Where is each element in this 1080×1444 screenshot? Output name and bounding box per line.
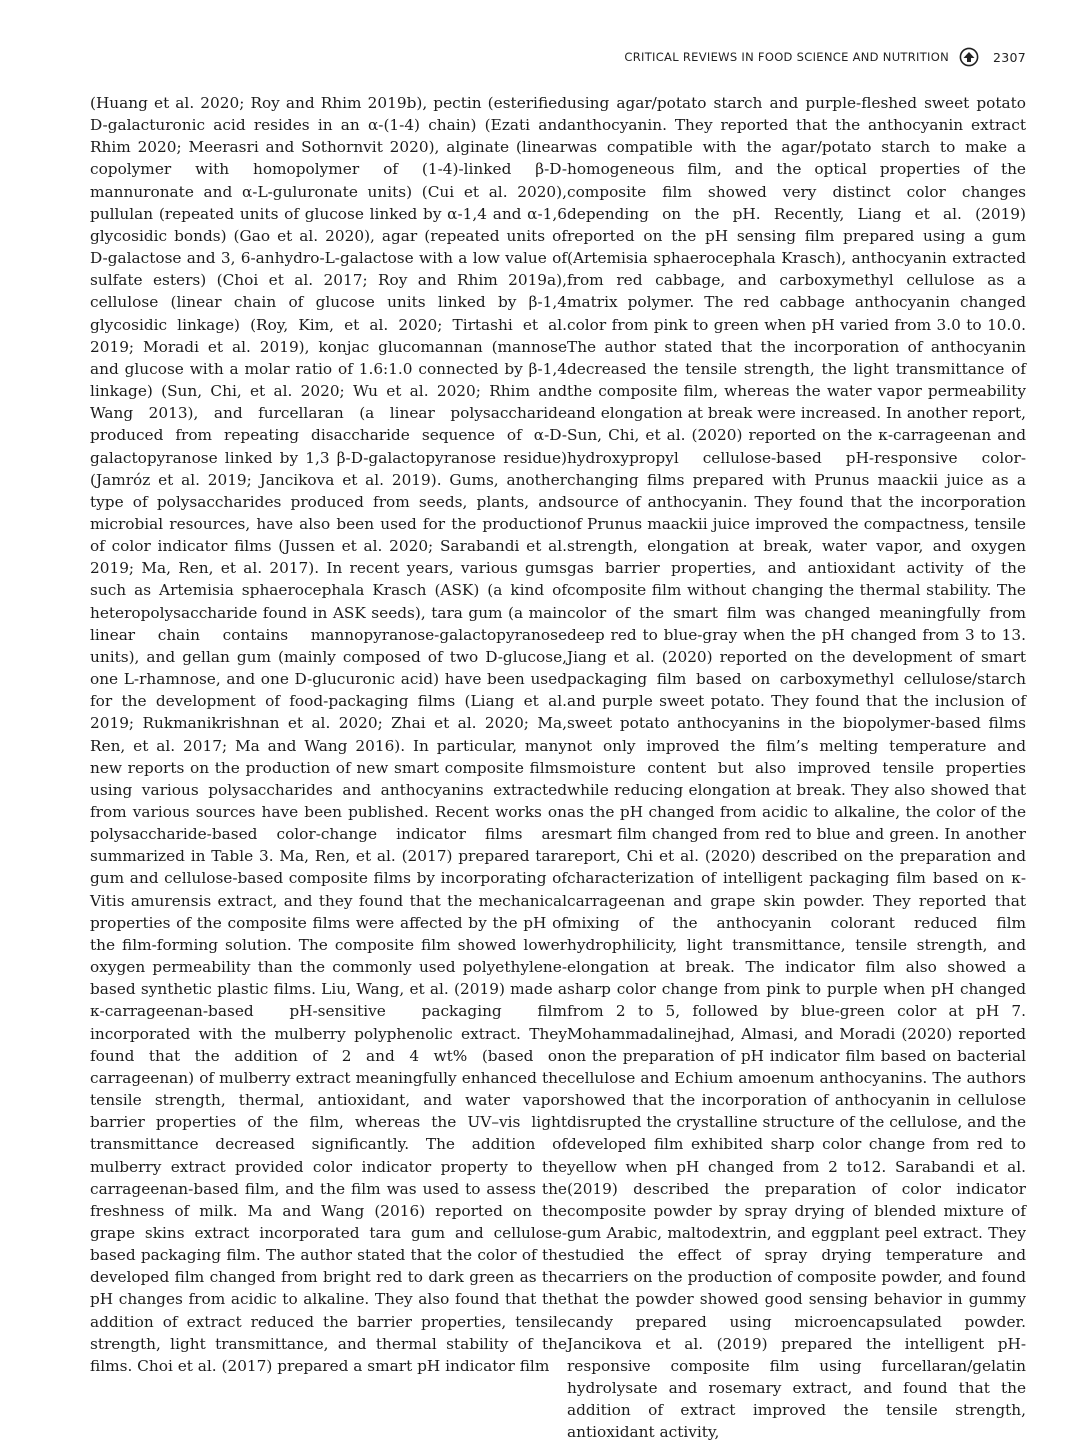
right-column-text: using agar/potato starch and purple-fleshed sweet potato anthocyanin. They reported that the anthocyanin extract was compatible with the agar/potato starch to make a homogeneous film, and the optical properties of the composite film showed very distinct color changes depending on the pH. Recently, Liang et al. (2019) reported on the pH sensing film prepared using a gum (Artemisia sphaerocephala Krasch), anthocyanin extracted from red cabbage, and carboxymethyl cellulose as a matrix polymer. The red cabbage anthocyanin changed color from pink to green when pH varied from 3.0 to 10.0. The author stated that the incorporation of anthocyanin decreased the tensile strength, the light transmittance of the composite film, whereas the water vapor permeability and elongation at break were increased. In another report, Sun, Chi, et al. (2020) reported on the κ-carrageenan and hydroxypropyl cellulose-based pH-responsive color-changing films prepared with Prunus maackii juice as a source of anthocyanin. They found that the incorporation of Prunus maackii juice improved the compactness, tensile strength, elongation at break, water vapor, and oxygen gas barrier properties, and antioxidant activity of the composite film without changing the thermal stability. The color of the smart film was changed meaningfully from deep red to blue-gray when the pH changed from 3 to 13. Jiang et al. (2020) reported on the development of smart packaging film based on carboxymethyl cellulose/starch and purple sweet potato. They found that the inclusion of sweet potato anthocyanins in the biopolymer-based films not only improved the film’s melting temperature and moisture content but also improved tensile properties while reducing elongation at break. They also showed that as the pH changed from acidic to alkaline, the color of the smart film changed from red to blue and green. In another report, Chi et al. (2020) described on the preparation and characterization of intelligent packaging film based on κ-carrageenan and grape skin powder. They reported that mixing of the anthocyanin colorant reduced film hydrophilicity, light transmittance, tensile strength, and elongation at break. The indicator film also showed a sharp color change from pink to purple when pH changed from 2 to 5, followed by blue-green color at pH 7. Mohammadalinejhad, Almasi, and Moradi (2020) reported on the preparation of pH indicator film based on bacterial cellulose and Echium amoenum anthocyanins. The authors showed that the incorporation of anthocyanin in cellulose disrupted the crystalline structure of the cellulose, and the developed film exhibited sharp color change from red to yellow when pH changed from 2 to12. Sarabandi et al. (2019) described the preparation of color indicator composite powder by spray drying of blended mixture of gum Arabic, maltodextrin, and eggplant peel extract. They studied the effect of spray drying temperature and carriers on the production of composite powder, and found that the powder showed good sensing behavior in gummy candy prepared using microencapsulated powder. Jancikova et al. (2019) prepared the intelligent pH-responsive composite film using furcellaran/gelatin hydrolysate and rosemary extract, and found that the addition of extract improved the tensile strength, antioxidant activity, bbox=[567, 94, 1026, 1442]
journal-title: CRITICAL REVIEWS IN FOOD SCIENCE AND NUTRITION bbox=[624, 50, 949, 64]
left-column bbox=[90, 92, 567, 1377]
running-header bbox=[624, 46, 1026, 68]
publisher-logo-icon bbox=[959, 47, 979, 67]
left-column-text: (Huang et al. 2020; Roy and Rhim 2019b), pectin (esterified D-galacturonic acid resides in an α-(1-4) chain) (Ezati and Rhim 2020; Meerasri and Sothornvit 2020), alginate (linear copolymer with homopolymer of (1-4)-linked β-D-mannuronate and α-L-guluronate units) (Cui et al. 2020), pullulan (repeated units of glucose linked by α-1,4 and α-1,6 glycosidic bonds) (Gao et al. 2020), agar (repeated units of D-galactose and 3, 6-anhydro-L-galactose with a low value of sulfate esters) (Choi et al. 2017; Roy and Rhim 2019a), cellulose (linear chain of glucose units linked by β-1,4 glycosidic linkage) (Roy, Kim, et al. 2020; Tirtashi et al. 2019; Moradi et al. 2019), konjac glucomannan (mannose and glucose with a molar ratio of 1.6:1.0 connected by β-1,4 linkage) (Sun, Chi, et al. 2020; Wu et al. 2020; Rhim and Wang 2013), and furcellaran (a linear polysaccharide produced from repeating disaccharide sequence of α-D-galactopyranose linked by 1,3 β-D-galactopyranose residue) (Jamróz et al. 2019; Jancikova et al. 2019). Gums, another type of polysaccharides produced from seeds, plants, and microbial resources, have also been used for the production of color indicator films (Jussen et al. 2020; Sarabandi et al. 2019; Ma, Ren, et al. 2017). In recent years, various gums such as Artemisia sphaerocephala Krasch (ASK) (a kind of heteropolysaccharide found in ASK seeds), tara gum (a main linear chain contains mannopyranose-galactopyranose units), and gellan gum (mainly composed of two D-glucose, one L-rhamnose, and one D-glucuronic acid) have been used for the development of food-packaging films (Liang et al. 2019; Rukmanikrishnan et al. 2020; Zhai et al. 2020; Ma, Ren, et al. 2017; Ma and Wang 2016). In particular, many new reports on the production of new smart composite films using various polysaccharides and anthocyanins extracted from various sources have been published. Recent works on polysaccharide-based color-change indicator films are summarized in Table 3. Ma, Ren, et al. (2017) prepared tara gum and cellulose-based composite films by incorporating of Vitis amurensis extract, and they found that the mechanical properties of the composite films were affected by the pH of the film-forming solution. The composite film showed lower oxygen permeability than the commonly used polyethylene-based synthetic plastic films. Liu, Wang, et al. (2019) made a κ-carrageenan-based pH-sensitive packaging film incorporated with the mulberry polyphenolic extract. They found that the addition of 2 and 4 wt% (based on carrageenan) of mulberry extract meaningfully enhanced the tensile strength, thermal, antioxidant, and water vapor barrier properties of the film, whereas the UV–vis light transmittance decreased significantly. The addition of mulberry extract provided color indicator property to the carrageenan-based film, and the film was used to assess the freshness of milk. Ma and Wang (2016) reported on the grape skins extract incorporated tara gum and cellulose-based packaging film. The author stated that the color of the developed film changed from bright red to dark green as the pH changes from acidic to alkaline. They also found that the addition of extract reduced the barrier properties, tensile strength, light transmittance, and thermal stability of the films. Choi et al. (2017) prepared a smart pH indicator film bbox=[90, 94, 567, 1375]
page-number: 2307 bbox=[992, 49, 1026, 65]
right-column bbox=[567, 92, 1026, 1444]
